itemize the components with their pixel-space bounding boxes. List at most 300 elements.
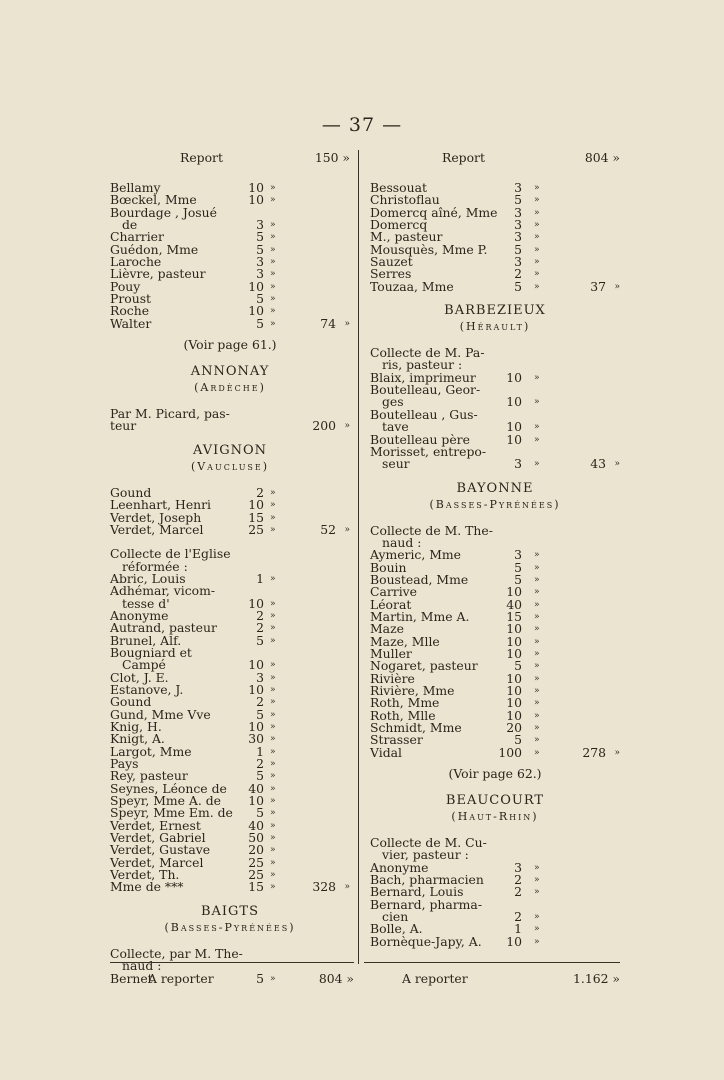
donation-amount: 3 xyxy=(514,547,522,563)
ditto-mark: » xyxy=(270,709,276,720)
ditto-mark: » xyxy=(270,623,276,634)
ditto-mark: » xyxy=(534,220,540,231)
donor-name: Pays xyxy=(110,756,139,772)
city-heading: BARBEZIEUX xyxy=(444,303,546,319)
donor-name: Christoflau xyxy=(370,192,440,208)
donor-name: Mme de *** xyxy=(110,879,184,895)
ditto-mark: » xyxy=(534,587,540,598)
donor-name: tave xyxy=(382,419,409,435)
donation-amount: 1 xyxy=(256,743,264,759)
donation-amount: 10 xyxy=(506,645,522,661)
subtotal: 74 xyxy=(320,315,336,331)
donation-amount: 3 xyxy=(514,254,522,270)
donor-name: Autrand, pasteur xyxy=(110,620,217,636)
donor-name: Walter xyxy=(110,315,152,331)
ditto-mark: » xyxy=(270,294,276,305)
ditto-mark: » xyxy=(534,232,540,243)
donor-name: Largot, Mme xyxy=(110,743,192,759)
list-item xyxy=(370,744,620,760)
ditto-mark: » xyxy=(270,771,276,782)
carry-forward-total: 804 » xyxy=(318,971,354,986)
donor-name: de xyxy=(122,217,138,233)
donor-name: Par M. Picard, pas- xyxy=(110,406,230,422)
list-item xyxy=(110,315,350,331)
right-column xyxy=(370,150,620,948)
donor-name: Rivière, Mme xyxy=(370,683,455,698)
donation-amount: 5 xyxy=(256,706,264,722)
donor-name: Abric, Louis xyxy=(110,570,186,586)
donor-name: teur xyxy=(110,418,137,434)
ditto-mark: » xyxy=(534,673,540,684)
donation-amount: 5 xyxy=(514,278,522,294)
donor-name: Lièvre, pasteur xyxy=(110,266,206,282)
ditto-mark: » xyxy=(534,735,540,746)
donor-name: Serres xyxy=(370,266,412,282)
region-label: (Haut-Rhin) xyxy=(451,810,539,824)
donor-name: vier, pasteur : xyxy=(382,847,469,863)
ditto-mark: » xyxy=(270,573,276,584)
ditto-mark: » xyxy=(270,281,276,292)
ditto-mark: » xyxy=(534,875,540,886)
donation-amount: 5 xyxy=(514,732,522,748)
footer-right xyxy=(364,962,620,993)
donor-name: Boustead, Mme xyxy=(370,571,469,587)
donation-amount: 3 xyxy=(514,204,522,220)
donation-amount: 10 xyxy=(248,278,264,294)
donation-amount: 2 xyxy=(514,266,522,282)
donor-name: Anonyme xyxy=(370,859,429,875)
ditto-mark: » xyxy=(270,598,276,609)
donation-amount: 5 xyxy=(514,192,522,208)
city-heading: AVIGNON xyxy=(192,442,268,458)
donor-name: Collecte, par M. The- xyxy=(110,945,243,961)
donation-amount: 5 xyxy=(514,658,522,674)
donor-name: réformée : xyxy=(122,558,188,574)
donation-amount: 40 xyxy=(248,817,264,833)
ditto-mark: » xyxy=(270,306,276,317)
donor-name: Speyr, Mme A. de xyxy=(110,793,221,809)
entry-list xyxy=(370,182,620,948)
donor-name: Bouin xyxy=(370,559,407,575)
donor-name: cien xyxy=(382,909,409,925)
ditto-mark: » xyxy=(534,183,540,193)
donation-amount: 5 xyxy=(256,970,264,986)
ditto-mark: » xyxy=(270,232,276,243)
donation-amount: 2 xyxy=(256,607,264,623)
donation-amount: 10 xyxy=(248,192,264,208)
donation-amount: 3 xyxy=(256,266,264,282)
donor-name: Nogaret, pasteur xyxy=(370,658,478,674)
donation-amount: 25 xyxy=(248,867,264,883)
donation-amount: 10 xyxy=(506,621,522,637)
subtotal: 43 xyxy=(590,456,606,472)
donor-name: Sauzet xyxy=(370,254,413,270)
page-reference: (Voir page 61.) xyxy=(183,337,277,353)
donation-amount: 10 xyxy=(248,793,264,809)
donor-name: Bellamy xyxy=(110,180,161,195)
donor-name: naud : xyxy=(382,534,422,550)
ditto-mark: » xyxy=(534,936,540,947)
donor-name: Collecte de l'Eglise xyxy=(110,546,231,562)
list-item xyxy=(110,268,350,280)
ditto-mark: » xyxy=(534,862,540,873)
donor-name: Guédon, Mme xyxy=(110,241,199,257)
donor-name: Bolle, A. xyxy=(370,921,423,937)
ditto-mark: » xyxy=(270,820,276,831)
donation-amount: 5 xyxy=(256,768,264,784)
donor-name: seur xyxy=(382,456,410,472)
donation-amount: 3 xyxy=(514,456,522,472)
donation-amount: 20 xyxy=(506,720,522,736)
subtotal: 37 xyxy=(590,278,606,294)
subtotal: 278 xyxy=(582,744,606,760)
ditto-mark: » xyxy=(270,500,276,511)
ditto-mark: » xyxy=(534,459,540,470)
donor-name: Knig, H. xyxy=(110,719,162,734)
donor-name: Roth, Mme xyxy=(370,695,440,711)
donation-amount: 10 xyxy=(248,595,264,611)
donor-name: Rey, pasteur xyxy=(110,768,188,784)
ditto-mark: » xyxy=(270,660,276,671)
region-label: (Hérault) xyxy=(459,320,531,334)
ditto-mark: » xyxy=(534,281,540,292)
ditto-mark: » xyxy=(270,684,276,695)
entry-list xyxy=(110,182,350,985)
ditto-mark: » xyxy=(614,747,620,758)
city-heading: BAYONNE xyxy=(456,480,534,496)
donation-amount: 25 xyxy=(248,521,264,537)
report-label: Report xyxy=(180,150,223,165)
donation-amount: 2 xyxy=(514,884,522,900)
donor-name: Gund, Mme Vve xyxy=(110,706,211,722)
donor-name: Proust xyxy=(110,291,152,307)
donor-name: Collecte de M. Pa- xyxy=(370,345,485,361)
region-label: (Vaucluse) xyxy=(190,459,270,473)
donation-amount: 10 xyxy=(506,633,522,649)
report-total: 150 » xyxy=(314,150,350,165)
donor-name: Leenhart, Henri xyxy=(110,497,212,513)
carry-forward-label: A reporter xyxy=(402,971,468,986)
donor-name: Anonyme xyxy=(110,607,169,623)
page-number: — 37 — xyxy=(321,114,403,136)
ditto-mark: » xyxy=(534,686,540,696)
donor-name: Boutelleau, Geor- xyxy=(370,382,481,398)
donation-amount: 10 xyxy=(506,431,522,447)
donation-amount: 10 xyxy=(248,303,264,319)
ditto-mark: » xyxy=(344,524,350,535)
donor-name: Blaix, imprimeur xyxy=(370,369,476,385)
ditto-mark: » xyxy=(270,512,276,523)
city-heading: BEAUCOURT xyxy=(445,793,545,809)
donation-amount: 5 xyxy=(256,315,264,331)
ditto-mark: » xyxy=(534,611,540,622)
donor-name: Bornèque-Japy, A. xyxy=(370,933,482,949)
ditto-mark: » xyxy=(270,269,276,280)
ditto-mark: » xyxy=(270,220,276,231)
donation-amount: 10 xyxy=(506,707,522,723)
donation-amount: 5 xyxy=(256,291,264,307)
ditto-mark: » xyxy=(534,550,540,561)
column-divider xyxy=(358,150,359,964)
donation-amount: 10 xyxy=(506,419,522,435)
donation-amount: 10 xyxy=(506,695,522,711)
list-item xyxy=(370,933,620,949)
donation-amount: 5 xyxy=(256,632,264,648)
ditto-mark: » xyxy=(534,257,540,268)
subtotal: 200 xyxy=(312,418,336,434)
ditto-mark: » xyxy=(534,648,540,659)
ditto-mark: » xyxy=(270,870,276,881)
donor-name: Roche xyxy=(110,303,150,319)
donor-name: Domercq aîné, Mme xyxy=(370,204,498,220)
donation-amount: 5 xyxy=(256,805,264,821)
ditto-mark: » xyxy=(534,710,540,721)
donation-amount: 10 xyxy=(248,681,264,697)
donation-amount: 2 xyxy=(256,620,264,636)
ditto-mark: » xyxy=(534,574,540,585)
donor-name: Martin, Mme A. xyxy=(370,608,470,624)
donation-amount: 10 xyxy=(248,719,264,734)
ditto-mark: » xyxy=(534,422,540,433)
donor-name: naud : xyxy=(122,958,162,974)
list-item xyxy=(110,204,350,220)
donation-amount: 2 xyxy=(514,909,522,925)
ditto-mark: » xyxy=(534,195,540,206)
ditto-mark: » xyxy=(344,318,350,329)
list-item xyxy=(370,384,620,396)
donation-amount: 3 xyxy=(256,669,264,685)
ditto-mark: » xyxy=(270,845,276,856)
donor-name: Campé xyxy=(122,657,166,673)
donor-name: Vidal xyxy=(370,744,402,760)
donation-amount: 3 xyxy=(514,180,522,195)
donor-name: Bernard, pharma- xyxy=(370,896,483,912)
ditto-mark: » xyxy=(270,195,276,206)
donor-name: Laroche xyxy=(110,254,162,270)
ditto-mark: » xyxy=(534,372,540,383)
ditto-mark: » xyxy=(270,882,276,893)
donor-name: Knigt, A. xyxy=(110,731,165,747)
donor-name: Bœckel, Mme xyxy=(110,192,197,208)
subtotal: 328 xyxy=(312,879,336,895)
ditto-mark: » xyxy=(270,635,276,646)
donor-name: Boutelleau , Gus- xyxy=(370,406,478,422)
donation-amount: 50 xyxy=(248,830,264,846)
donor-name: Bourdage , Josué xyxy=(110,204,217,220)
donation-amount: 5 xyxy=(514,571,522,587)
donor-name: Bessouat xyxy=(370,180,427,195)
donation-amount: 100 xyxy=(498,744,522,760)
donor-name: Carrive xyxy=(370,584,418,600)
ditto-mark: » xyxy=(534,924,540,935)
ditto-mark: » xyxy=(534,624,540,635)
region-label: (Basses-Pyrénées) xyxy=(164,920,296,934)
donation-amount: 25 xyxy=(248,854,264,870)
donor-name: Bougniard et xyxy=(110,644,192,660)
donor-name: Maze xyxy=(370,621,404,637)
donor-name: Verdet, Gustave xyxy=(110,842,211,858)
donor-name: Verdet, Marcel xyxy=(110,521,204,537)
donation-amount: 3 xyxy=(256,217,264,233)
donor-name: Collecte de M. Cu- xyxy=(370,835,487,851)
donor-name: Brunel, Alf. xyxy=(110,632,182,648)
report-total: 804 » xyxy=(584,150,620,165)
donation-amount: 5 xyxy=(256,241,264,257)
ditto-mark: » xyxy=(534,698,540,709)
donation-amount: 2 xyxy=(256,694,264,710)
donor-name: Bernard, Louis xyxy=(370,884,464,900)
ditto-mark: » xyxy=(270,244,276,255)
donor-name: M., pasteur xyxy=(370,229,443,245)
donor-name: Bach, pharmacien xyxy=(370,872,484,888)
donation-amount: 15 xyxy=(248,879,264,895)
list-item xyxy=(370,278,620,294)
left-column xyxy=(110,150,350,985)
donor-name: Clot, J. E. xyxy=(110,669,169,685)
donor-name: ris, pasteur : xyxy=(382,357,463,373)
donation-amount: 40 xyxy=(248,780,264,796)
donation-amount: 10 xyxy=(248,497,264,513)
list-item xyxy=(370,549,620,561)
ditto-mark: » xyxy=(344,421,350,432)
page-reference: (Voir page 62.) xyxy=(448,766,542,782)
donor-name: Verdet, Joseph xyxy=(110,509,202,525)
region-label: (Ardèche) xyxy=(194,381,266,395)
donation-amount: 2 xyxy=(514,872,522,888)
donation-amount: 10 xyxy=(506,933,522,949)
donor-name: Roth, Mlle xyxy=(370,707,436,723)
donation-amount: 5 xyxy=(514,241,522,257)
donor-name: Maze, Mlle xyxy=(370,633,440,649)
donor-name: Morisset, entrepo- xyxy=(370,443,487,459)
ditto-mark: » xyxy=(534,434,540,445)
ditto-mark: » xyxy=(270,759,276,770)
region-label: (Basses-Pyrénées) xyxy=(429,497,561,511)
subtotal: 52 xyxy=(320,521,336,537)
ditto-mark: » xyxy=(270,796,276,807)
list-item xyxy=(110,881,350,893)
donor-name: Verdet, Gabriel xyxy=(110,830,206,846)
ditto-mark: » xyxy=(534,636,540,647)
carry-forward-total: 1.162 » xyxy=(573,971,620,986)
donor-name: Aymeric, Mme xyxy=(370,547,461,563)
ditto-mark: » xyxy=(614,459,620,470)
donor-name: Schmidt, Mme xyxy=(370,720,462,736)
donation-amount: 5 xyxy=(514,559,522,575)
ditto-mark: » xyxy=(270,973,276,984)
ditto-mark: » xyxy=(270,610,276,621)
donation-amount: 3 xyxy=(514,217,522,233)
donation-amount: 10 xyxy=(248,180,264,195)
donor-name: Rivière xyxy=(370,670,415,686)
list-item xyxy=(110,743,350,759)
donation-amount: 30 xyxy=(248,731,264,747)
donor-name: Bernet xyxy=(110,970,153,986)
city-heading: BAIGTS xyxy=(200,903,260,919)
ditto-mark: » xyxy=(534,912,540,923)
donation-amount: 10 xyxy=(506,683,522,698)
donation-amount: 3 xyxy=(514,859,522,875)
list-item xyxy=(370,608,620,624)
donor-name: Seynes, Léonce de xyxy=(110,780,227,796)
list-item xyxy=(110,521,350,537)
donor-name: Domercq xyxy=(370,217,428,233)
donor-name: Strasser xyxy=(370,732,423,748)
donation-amount: 40 xyxy=(506,596,522,612)
ditto-mark: » xyxy=(270,697,276,708)
donor-name: Adhémar, vicom- xyxy=(110,583,216,599)
ditto-mark: » xyxy=(344,882,350,893)
donation-amount: 15 xyxy=(248,509,264,525)
donor-name: Touzaa, Mme xyxy=(370,278,454,294)
donor-name: Muller xyxy=(370,645,412,661)
carry-forward-label: A reporter xyxy=(148,971,214,986)
donor-name: Collecte de M. The- xyxy=(370,522,493,538)
ditto-mark: » xyxy=(270,857,276,868)
report-label: Report xyxy=(442,150,485,165)
ditto-mark: » xyxy=(534,887,540,898)
donation-amount: 10 xyxy=(506,369,522,385)
ditto-mark: » xyxy=(534,562,540,573)
ditto-mark: » xyxy=(614,281,620,292)
donor-name: Charrier xyxy=(110,229,164,245)
list-item xyxy=(110,420,350,432)
donor-name: ges xyxy=(382,394,404,410)
donor-name: Léorat xyxy=(370,596,412,612)
donation-amount: 20 xyxy=(248,842,264,858)
ditto-mark: » xyxy=(270,734,276,745)
donation-amount: 10 xyxy=(248,657,264,673)
donor-name: Mousquès, Mme P. xyxy=(370,241,488,257)
donation-amount: 15 xyxy=(506,608,522,624)
donor-name: Speyr, Mme Em. de xyxy=(110,805,233,821)
footer-left xyxy=(110,958,354,993)
donor-name: Verdet, Th. xyxy=(110,867,180,883)
ditto-mark: » xyxy=(270,746,276,757)
donor-name: tesse d' xyxy=(122,595,170,611)
donor-name: Gound xyxy=(110,694,152,710)
ditto-mark: » xyxy=(534,723,540,734)
ditto-mark: » xyxy=(534,207,540,218)
ditto-mark: » xyxy=(270,833,276,844)
donor-name: Boutelleau père xyxy=(370,431,470,447)
donation-amount: 2 xyxy=(256,484,264,500)
ditto-mark: » xyxy=(534,244,540,255)
ditto-mark: » xyxy=(534,747,540,758)
donation-amount: 3 xyxy=(256,254,264,270)
donation-amount: 3 xyxy=(514,229,522,245)
donor-name: Estanove, J. xyxy=(110,681,184,697)
ditto-mark: » xyxy=(270,808,276,819)
ditto-mark: » xyxy=(270,487,276,498)
ditto-mark: » xyxy=(270,318,276,329)
ditto-mark: » xyxy=(534,599,540,610)
donation-amount: 10 xyxy=(506,584,522,600)
ditto-mark: » xyxy=(270,524,276,535)
ditto-mark: » xyxy=(270,257,276,268)
ditto-mark: » xyxy=(270,722,276,732)
list-item xyxy=(370,458,620,470)
report-header xyxy=(110,150,350,182)
donation-amount: 5 xyxy=(256,229,264,245)
donation-amount: 1 xyxy=(256,570,264,586)
donor-name: Verdet, Marcel xyxy=(110,854,204,870)
ditto-mark: » xyxy=(534,397,540,408)
donation-amount: 10 xyxy=(506,670,522,686)
donor-name: Verdet, Ernest xyxy=(110,817,201,833)
ditto-mark: » xyxy=(270,672,276,683)
ditto-mark: » xyxy=(534,269,540,280)
